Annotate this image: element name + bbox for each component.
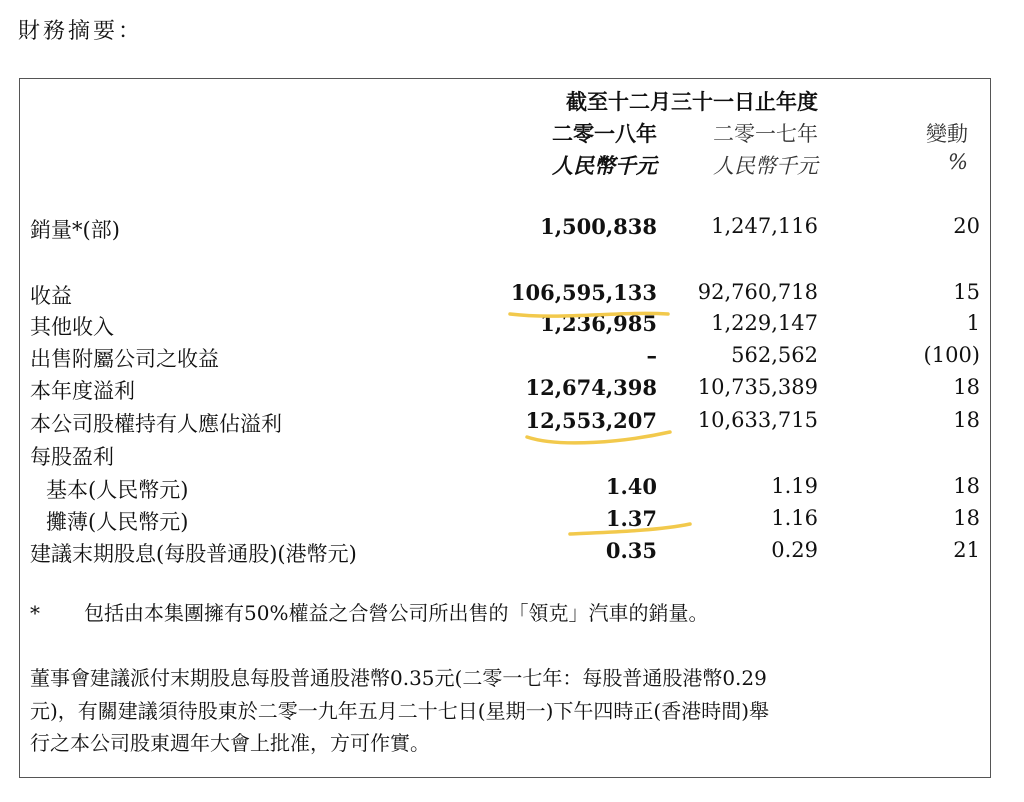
change-percent: 21 xyxy=(953,538,980,562)
dividend-note-line: 元)，有關建議須待股東於二零一九年五月二十七日(星期一)下午四時正(香港時間)舉 xyxy=(30,699,770,723)
table-row xyxy=(30,408,990,438)
table-row xyxy=(30,375,990,405)
value-2018: 12,674,398 xyxy=(525,375,657,400)
row-label: 建議末期股息(每股普通股)(港幣元) xyxy=(30,542,357,566)
value-2017: 1.16 xyxy=(771,506,818,530)
value-2018: 1.40 xyxy=(605,474,657,499)
unit-2017-header: 人民幣千元 xyxy=(713,154,818,178)
row-label: 本公司股權持有人應佔溢利 xyxy=(30,412,282,436)
year-2017-header: 二零一七年 xyxy=(713,122,818,146)
change-percent: 15 xyxy=(953,280,980,304)
change-percent: 18 xyxy=(953,506,980,530)
dividend-note-line: 董事會建議派付末期股息每股普通股港幣0.35元(二零一七年：每股普通股港幣0.29 xyxy=(30,666,767,690)
row-label: 攤薄(人民幣元) xyxy=(46,510,189,534)
change-percent: (100) xyxy=(923,343,980,367)
row-label: 基本(人民幣元) xyxy=(46,478,189,502)
value-2017: 10,735,389 xyxy=(697,375,818,399)
table-row xyxy=(30,441,990,471)
value-2017: 92,760,718 xyxy=(697,280,818,304)
change-header: 變動 xyxy=(926,122,968,146)
value-2017: 562,562 xyxy=(731,343,818,367)
value-2018: 1,236,985 xyxy=(540,311,657,336)
period-header: 截至十二月三十一日止年度 xyxy=(566,89,818,114)
value-2017: 10,633,715 xyxy=(697,408,818,432)
row-label: 銷量*(部) xyxy=(30,218,120,242)
year-2018-header: 二零一八年 xyxy=(552,121,657,146)
value-2018: – xyxy=(646,343,657,368)
value-2018: 12,553,207 xyxy=(525,408,657,433)
change-percent: 18 xyxy=(953,474,980,498)
table-row xyxy=(30,214,990,244)
unit-2018-header: 人民幣千元 xyxy=(552,153,657,178)
row-label: 其他收入 xyxy=(30,315,114,339)
dividend-note-line: 行之本公司股東週年大會上批准，方可作實。 xyxy=(30,731,430,755)
change-percent: 18 xyxy=(953,375,980,399)
value-2018: 1.37 xyxy=(605,506,657,531)
value-2018: 1,500,838 xyxy=(540,214,657,239)
table-row xyxy=(30,343,990,373)
value-2017: 0.29 xyxy=(771,538,818,562)
table-row xyxy=(30,280,990,310)
percent-header: % xyxy=(948,150,968,174)
row-label: 出售附屬公司之收益 xyxy=(30,347,219,371)
value-2018: 106,595,133 xyxy=(510,280,657,305)
table-row xyxy=(30,474,990,504)
value-2017: 1,247,116 xyxy=(711,214,818,238)
row-label: 收益 xyxy=(30,284,72,308)
footnote-mark: * xyxy=(30,601,40,625)
row-label: 每股盈利 xyxy=(30,445,114,469)
value-2017: 1,229,147 xyxy=(711,311,818,335)
footnote-text: 包括由本集團擁有50%權益之合營公司所出售的「領克」汽車的銷量。 xyxy=(84,601,709,625)
table-row xyxy=(30,538,990,568)
change-percent: 1 xyxy=(966,311,980,335)
table-row xyxy=(30,506,990,536)
value-2017: 1.19 xyxy=(771,474,818,498)
value-2018: 0.35 xyxy=(605,538,657,563)
change-percent: 18 xyxy=(953,408,980,432)
change-percent: 20 xyxy=(953,214,980,238)
row-label: 本年度溢利 xyxy=(30,379,135,403)
table-row xyxy=(30,311,990,341)
page-title: 財務摘要： xyxy=(18,19,144,44)
